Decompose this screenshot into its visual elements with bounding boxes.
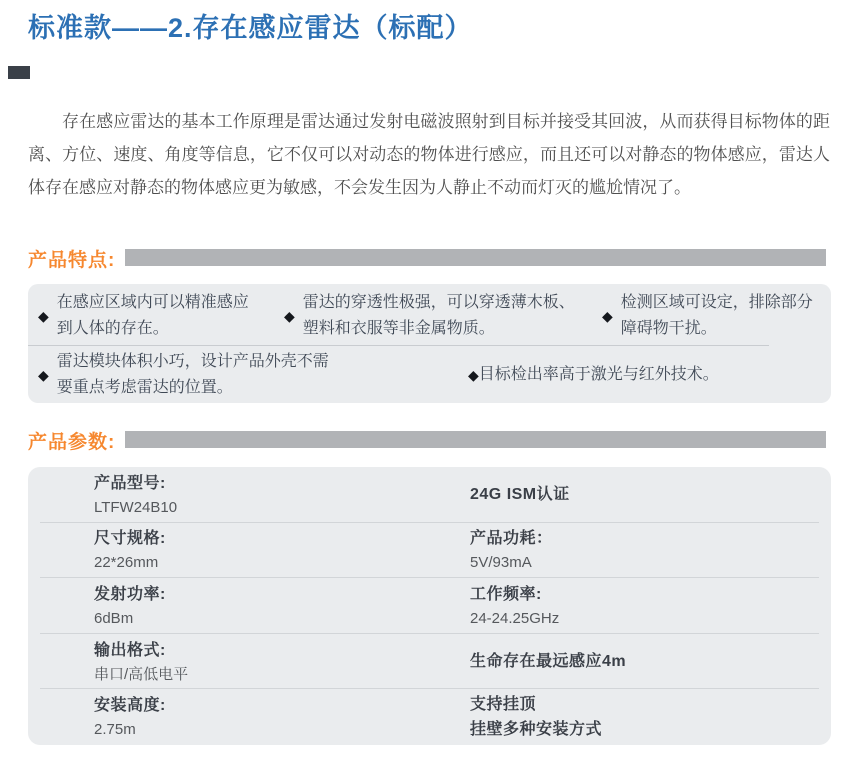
param-value: 5V/93mA xyxy=(470,554,532,572)
param-row-model xyxy=(28,467,831,523)
param-cell-right xyxy=(470,467,831,523)
param-label: 产品功耗： xyxy=(470,530,553,548)
param-row-output xyxy=(28,634,831,690)
diamond-bullet-icon: ◆ xyxy=(602,308,613,324)
param-cell-left xyxy=(28,523,470,579)
features-row-1 xyxy=(28,284,831,345)
feature-text: 在感应区域内可以精准感应到人体的存在。 xyxy=(56,294,249,337)
page-title: 标准款——2.存在感应雷达（标配） xyxy=(28,13,473,43)
params-heading: 产品参数: xyxy=(28,432,116,453)
param-value: 串口/高低电平 xyxy=(94,665,189,683)
diamond-bullet-icon: ◆ xyxy=(284,308,295,324)
param-label: 生命存在最远感应4m xyxy=(470,653,627,671)
feature-text: 雷达的穿透性极强，可以穿透薄木板、塑料和衣服等非金属物质。 xyxy=(302,294,575,337)
dark-accent-block xyxy=(8,66,30,79)
param-cell-left xyxy=(28,634,470,690)
param-cell-right xyxy=(470,578,831,634)
param-value: LTFW24B10 xyxy=(94,498,178,516)
param-label: 挂壁多种安装方式 xyxy=(470,721,603,739)
diamond-bullet-icon: ◆ xyxy=(38,366,49,383)
feature-item-1 xyxy=(38,290,256,342)
param-label: 支持挂顶 xyxy=(470,696,537,714)
param-label: 产品型号: xyxy=(94,474,166,492)
param-row-power xyxy=(28,578,831,634)
params-heading-bar xyxy=(125,431,826,448)
param-label: 发射功率: xyxy=(94,585,166,603)
feature-item-5 xyxy=(468,362,719,388)
param-cell-right xyxy=(470,689,831,745)
params-panel xyxy=(28,467,831,745)
param-label: 工作频率: xyxy=(470,585,542,603)
param-cell-left xyxy=(28,578,470,634)
param-label: 尺寸规格: xyxy=(94,530,166,548)
param-value: 24-24.25GHz xyxy=(470,609,560,627)
param-cell-right xyxy=(470,523,831,579)
param-row-size xyxy=(28,523,831,579)
param-value: 22*26mm xyxy=(94,554,159,572)
features-heading: 产品特点: xyxy=(28,250,116,271)
features-panel xyxy=(28,284,831,403)
features-heading-bar xyxy=(125,249,826,266)
param-label: 安装高度: xyxy=(94,697,166,715)
intro-paragraph: 存在感应雷达的基本工作原理是雷达通过发射电磁波照射到目标并接受其回波，从而获得目标物体的距离、方位、速度、角度等信息，它不仅可以对动态的物体进行感应，而且还可以对静态的物体感应，雷达人体存在感应对静态的物体感应更为敏感，不会发生因为人静止不动而灯灭的尴尬情况了。 xyxy=(28,112,830,197)
param-label: 24G ISM认证 xyxy=(470,486,570,504)
feature-text: 目标检出率高于激光与红外技术。 xyxy=(478,365,719,383)
diamond-bullet-icon: ◆ xyxy=(38,308,49,324)
param-label: 输出格式: xyxy=(94,641,166,659)
feature-item-2 xyxy=(284,290,576,342)
features-row-2 xyxy=(28,346,831,403)
feature-item-3 xyxy=(602,290,822,342)
param-value: 2.75m xyxy=(94,721,136,739)
feature-text: 雷达模块体积小巧，设计产品外壳不需要重点考虑雷达的位置。 xyxy=(56,352,329,396)
feature-item-4 xyxy=(38,349,338,401)
param-cell-left xyxy=(28,467,470,523)
param-cell-left xyxy=(28,689,470,745)
param-value: 6dBm xyxy=(94,609,134,627)
feature-text: 检测区域可设定，排除部分障碍物干扰。 xyxy=(620,294,813,337)
diamond-bullet-icon: ◆ xyxy=(468,366,479,383)
param-cell-right xyxy=(470,634,831,690)
param-row-install xyxy=(28,689,831,745)
